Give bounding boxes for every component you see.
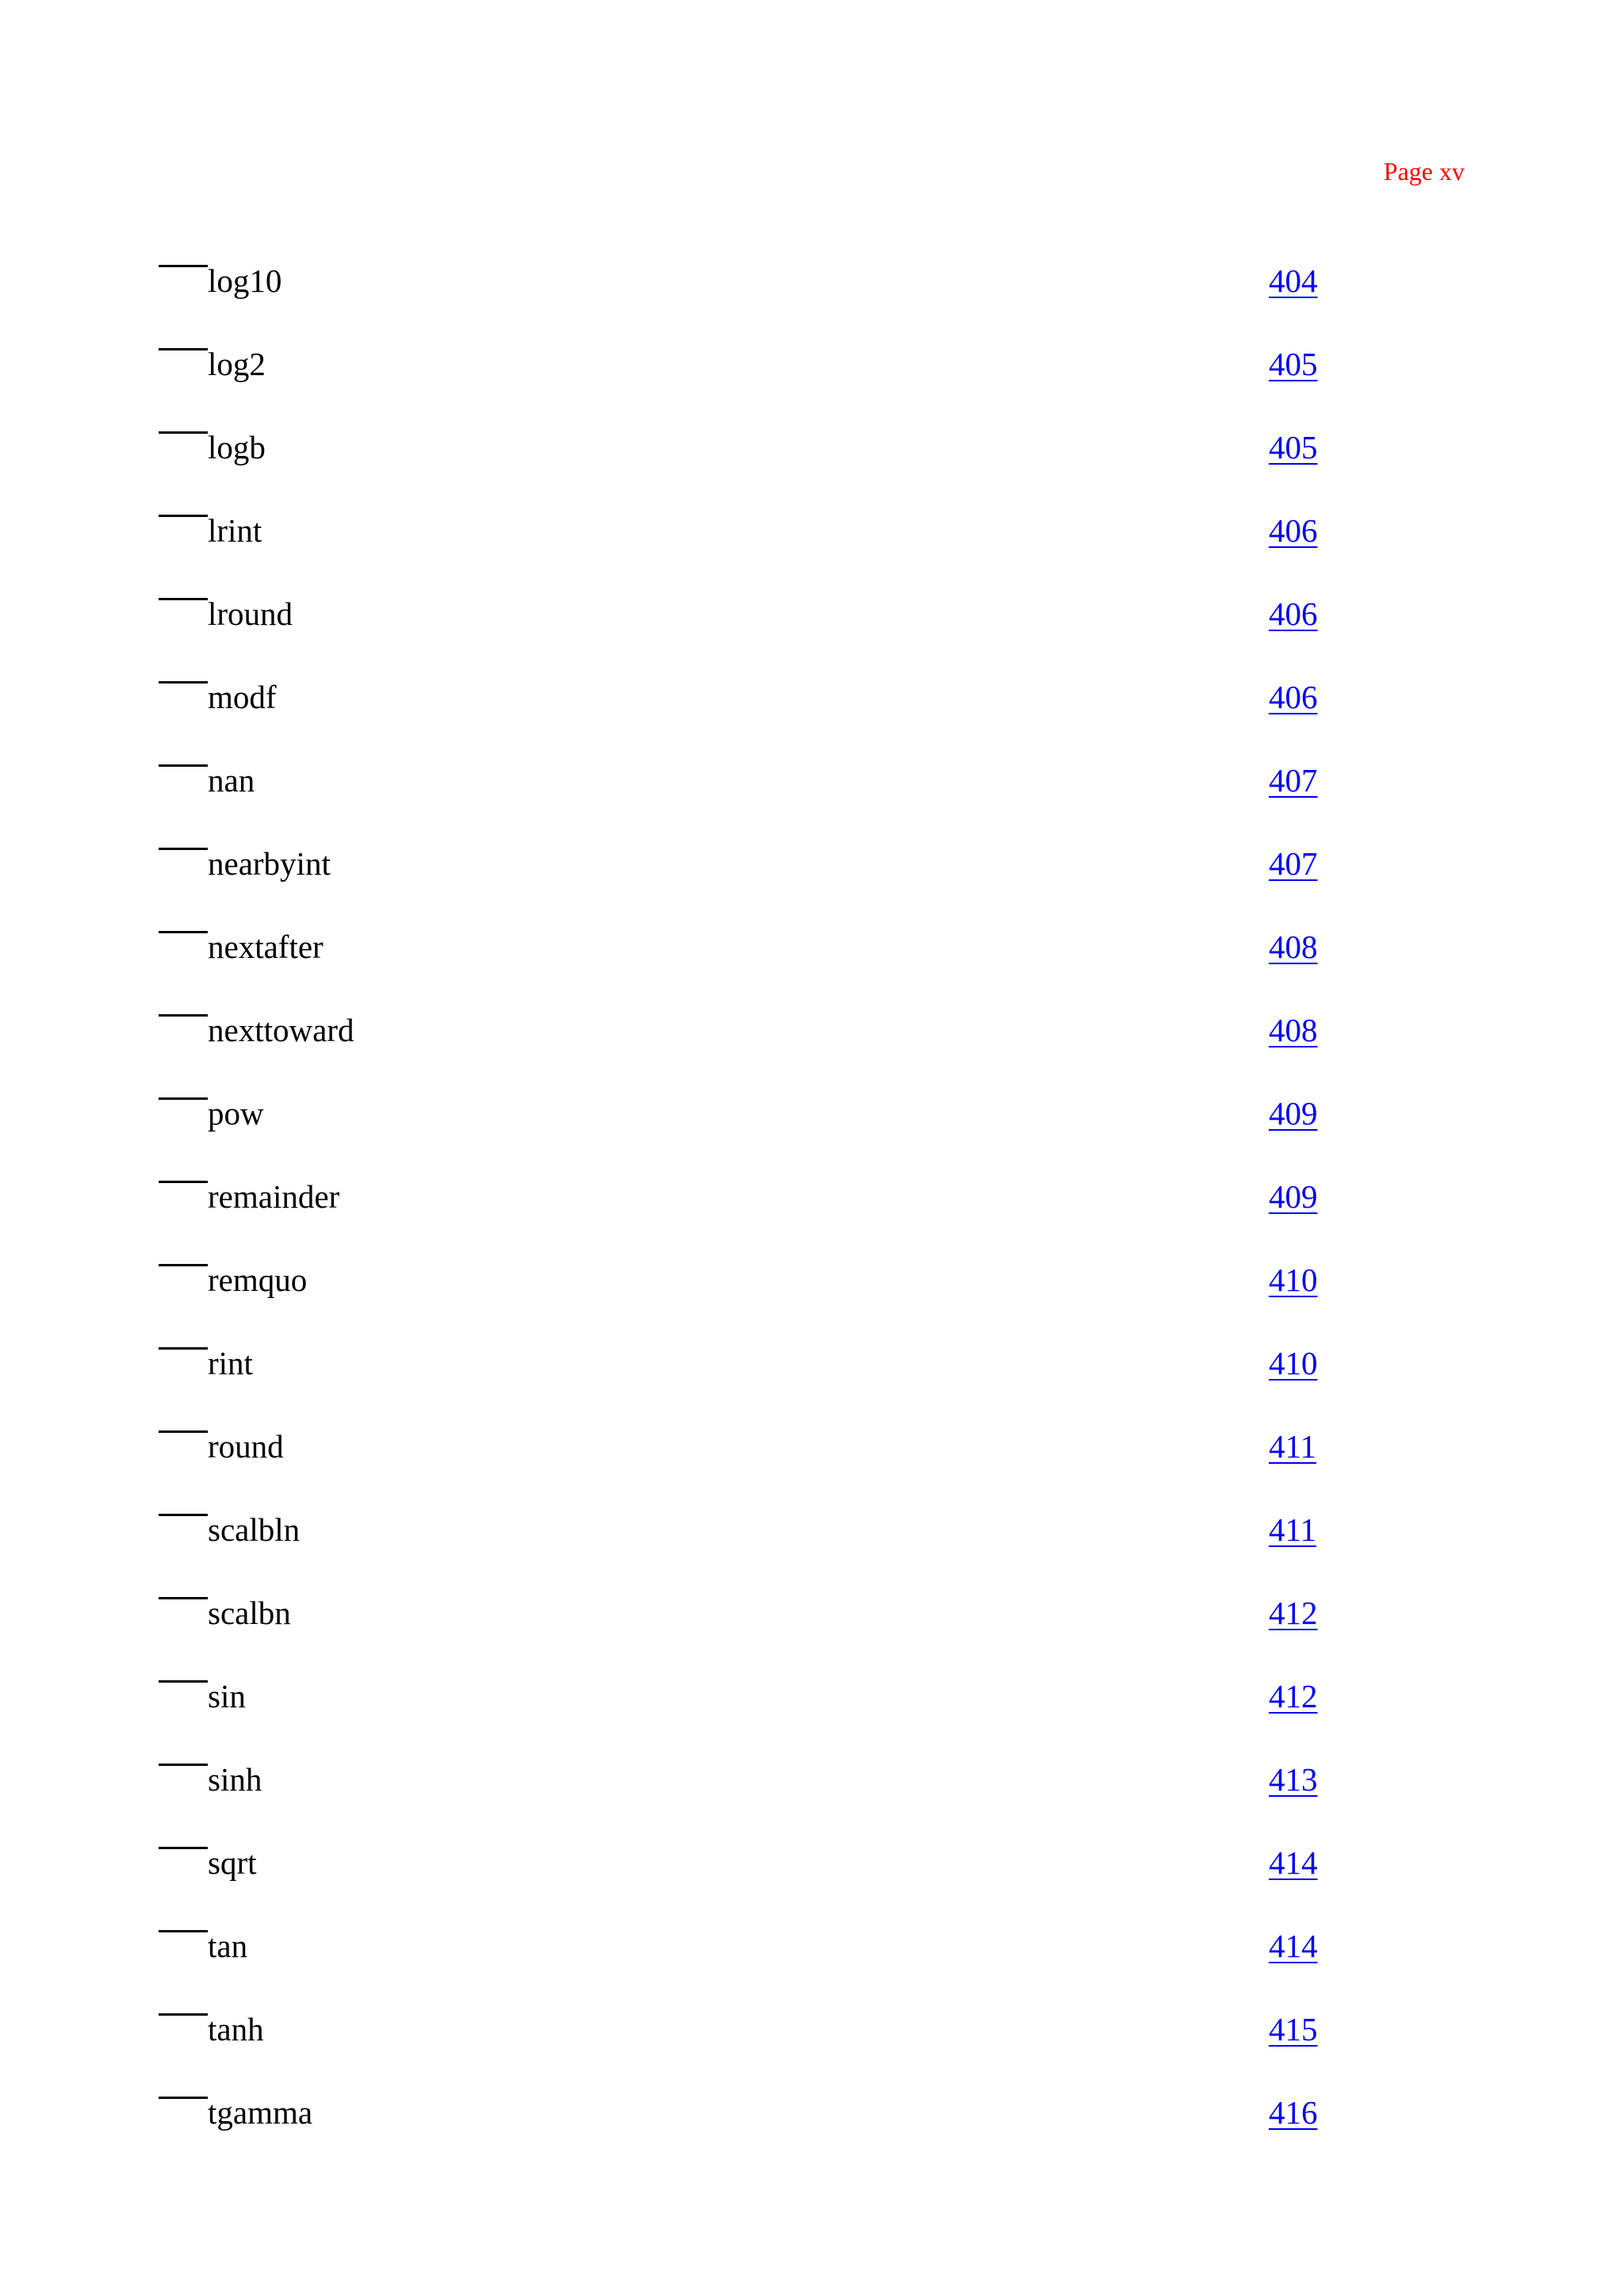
toc-entry xyxy=(0,844,1624,928)
toc-page-link[interactable]: 414 xyxy=(1269,1844,1318,1881)
toc-entry-label: tgamma xyxy=(208,2094,313,2131)
toc-entry-label: sin xyxy=(208,1678,246,1714)
toc-entry-label: sinh xyxy=(208,1761,262,1798)
toc-entry xyxy=(0,1844,1624,1927)
leader-dash xyxy=(159,681,208,684)
toc-entry xyxy=(0,1094,1624,1178)
toc-page-link[interactable]: 406 xyxy=(1269,512,1318,549)
toc-entry xyxy=(0,2093,1624,2177)
leader-dash xyxy=(159,1264,208,1266)
toc-entry xyxy=(0,428,1624,511)
toc-page-link[interactable]: 406 xyxy=(1269,596,1318,632)
toc-entry xyxy=(0,1594,1624,1677)
leader-dash xyxy=(159,1680,208,1683)
toc-page-link[interactable]: 413 xyxy=(1269,1761,1318,1798)
leader-dash xyxy=(159,1014,208,1017)
toc-entry-label: remainder xyxy=(208,1178,340,1215)
toc-page-link[interactable]: 412 xyxy=(1269,1595,1318,1631)
toc-page-link[interactable]: 406 xyxy=(1269,679,1318,715)
toc-page-link[interactable]: 414 xyxy=(1269,1928,1318,1964)
toc-page-link[interactable]: 411 xyxy=(1269,1511,1316,1548)
toc-entry xyxy=(0,1344,1624,1427)
toc-entry-label: log10 xyxy=(208,262,282,299)
toc-entry xyxy=(0,1511,1624,1594)
page-number-header: Page xv xyxy=(1383,157,1465,186)
toc-entry-label: nextafter xyxy=(208,929,324,965)
toc-entry-label: remquo xyxy=(208,1262,308,1298)
toc-entry xyxy=(0,1760,1624,1844)
leader-dash xyxy=(159,931,208,933)
toc-entry xyxy=(0,2010,1624,2093)
toc-entry-label: logb xyxy=(208,429,266,465)
toc-entry xyxy=(0,1427,1624,1511)
toc-entry xyxy=(0,1261,1624,1344)
leader-dash xyxy=(159,1430,208,1433)
toc-entry-label: tanh xyxy=(208,2011,264,2047)
toc-page-link[interactable]: 405 xyxy=(1269,346,1318,382)
toc-entry-label: nearbyint xyxy=(208,845,331,882)
toc-entry-label: tan xyxy=(208,1928,248,1964)
toc-entry-label: rint xyxy=(208,1345,253,1381)
leader-dash xyxy=(159,1514,208,1516)
toc-entry-label: pow xyxy=(208,1095,264,1132)
toc-page-link[interactable]: 405 xyxy=(1269,429,1318,465)
toc-entry-label: lround xyxy=(208,596,293,632)
toc-page-link[interactable]: 412 xyxy=(1269,1678,1318,1714)
toc-entry-label: scalbln xyxy=(208,1511,301,1548)
leader-dash xyxy=(159,764,208,767)
toc-page-link[interactable]: 409 xyxy=(1269,1095,1318,1132)
toc-entry xyxy=(0,595,1624,678)
leader-dash xyxy=(159,598,208,600)
table-of-contents xyxy=(0,262,1624,2177)
toc-entry-label: nexttoward xyxy=(208,1012,354,1048)
leader-dash xyxy=(159,348,208,350)
toc-page-link[interactable]: 407 xyxy=(1269,762,1318,798)
toc-entry xyxy=(0,262,1624,345)
toc-page-link[interactable]: 410 xyxy=(1269,1262,1318,1298)
toc-page-link[interactable]: 404 xyxy=(1269,262,1318,299)
leader-dash xyxy=(159,1347,208,1350)
toc-entry xyxy=(0,1677,1624,1760)
toc-page-link[interactable]: 407 xyxy=(1269,845,1318,882)
leader-dash xyxy=(159,1930,208,1932)
toc-entry-label: nan xyxy=(208,762,255,798)
leader-dash xyxy=(159,2013,208,2016)
toc-page-link[interactable]: 410 xyxy=(1269,1345,1318,1381)
toc-entry xyxy=(0,345,1624,428)
leader-dash xyxy=(159,848,208,850)
leader-dash xyxy=(159,1597,208,1599)
toc-page-link[interactable]: 415 xyxy=(1269,2011,1318,2047)
leader-dash xyxy=(159,1097,208,1100)
leader-dash xyxy=(159,1847,208,1849)
toc-entry xyxy=(0,928,1624,1011)
toc-entry-label: lrint xyxy=(208,512,262,549)
toc-entry-label: round xyxy=(208,1428,284,1465)
toc-entry-label: modf xyxy=(208,679,277,715)
toc-page-link[interactable]: 408 xyxy=(1269,929,1318,965)
toc-entry xyxy=(0,1011,1624,1094)
toc-entry xyxy=(0,511,1624,595)
leader-dash xyxy=(159,431,208,434)
toc-entry xyxy=(0,761,1624,844)
toc-page-link[interactable]: 411 xyxy=(1269,1428,1316,1465)
toc-entry-label: log2 xyxy=(208,346,266,382)
toc-entry xyxy=(0,1178,1624,1261)
leader-dash xyxy=(159,1181,208,1183)
toc-page-link[interactable]: 409 xyxy=(1269,1178,1318,1215)
toc-page-link[interactable]: 416 xyxy=(1269,2094,1318,2131)
leader-dash xyxy=(159,515,208,517)
toc-entry-label: sqrt xyxy=(208,1844,257,1881)
toc-entry xyxy=(0,1927,1624,2010)
toc-page-link[interactable]: 408 xyxy=(1269,1012,1318,1048)
toc-entry xyxy=(0,678,1624,761)
toc-entry-label: scalbn xyxy=(208,1595,291,1631)
leader-dash xyxy=(159,265,208,267)
leader-dash xyxy=(159,1764,208,1766)
leader-dash xyxy=(159,2097,208,2099)
